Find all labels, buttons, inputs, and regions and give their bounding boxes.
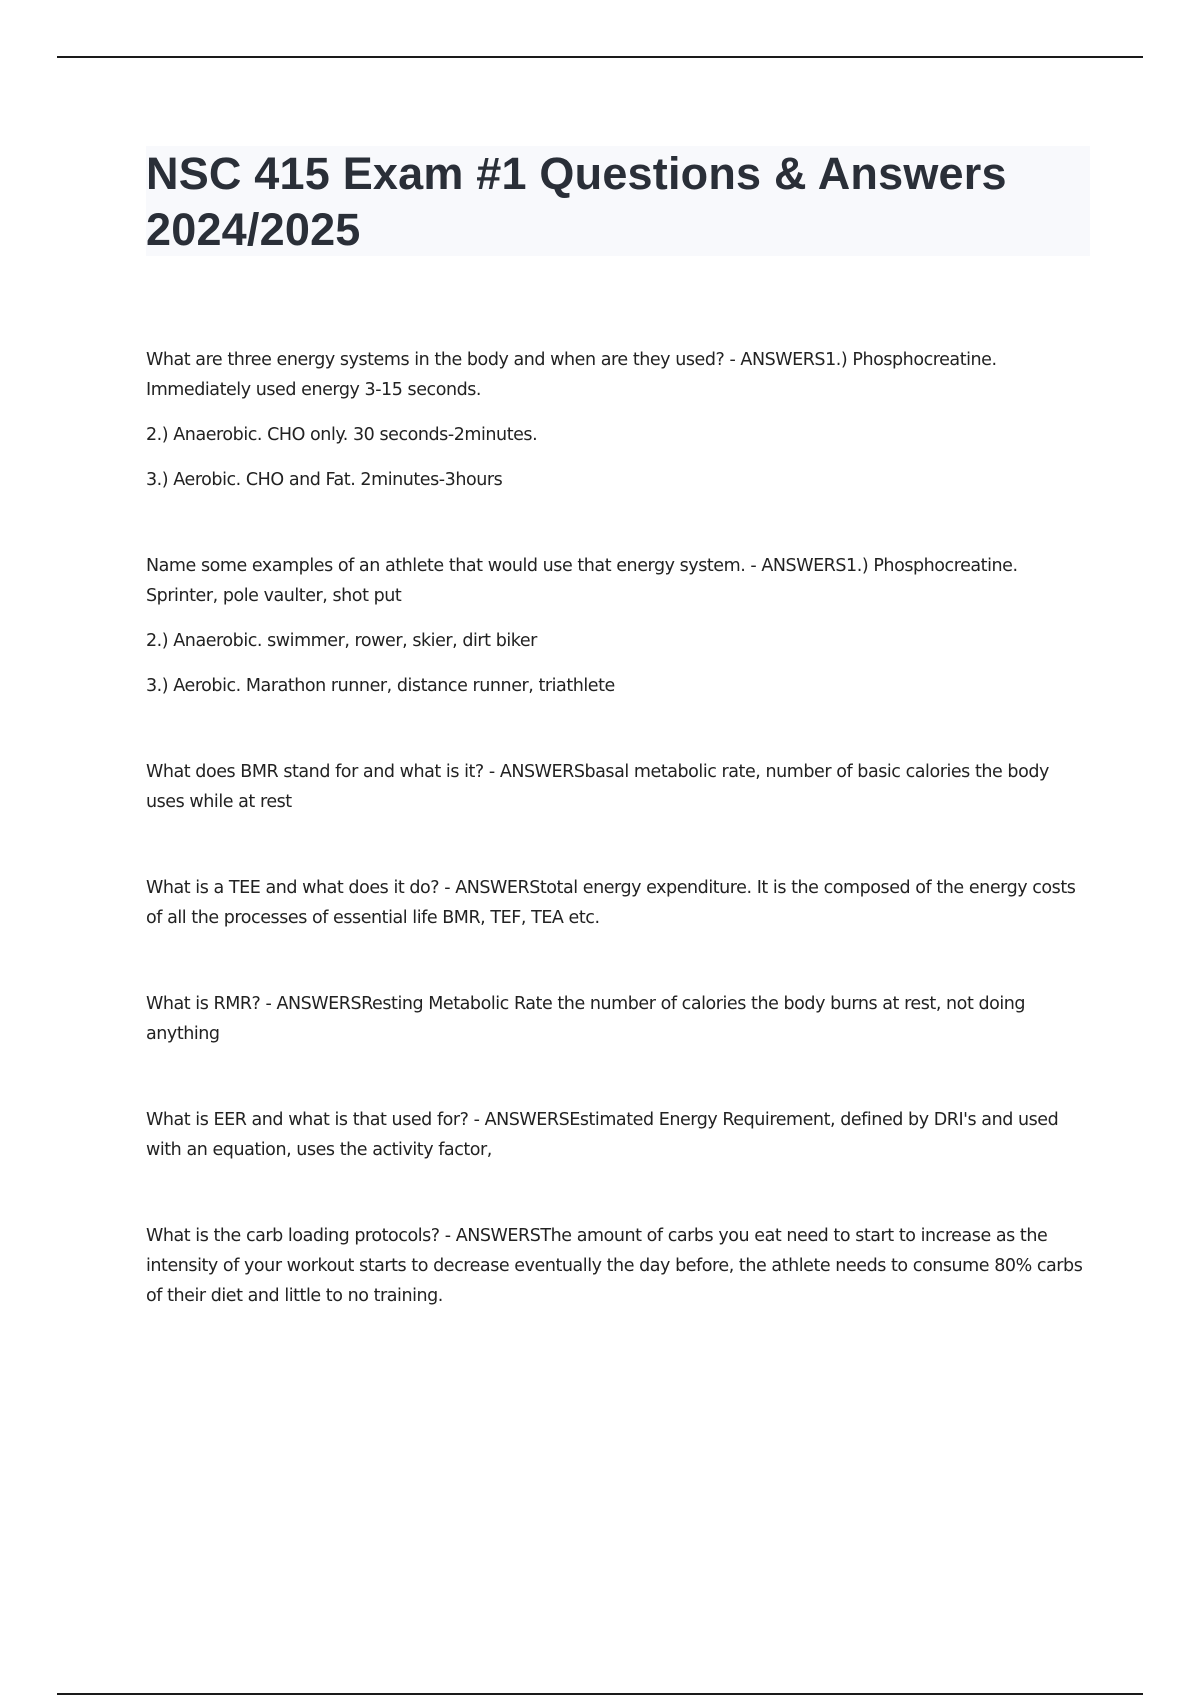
qa-entry (146, 1221, 1092, 1311)
qa-paragraph: 2.) Anaerobic. CHO only. 30 seconds-2minutes. (146, 425, 538, 445)
qa-list (146, 345, 1092, 1326)
qa-paragraph: What are three energy systems in the body and when are they used? - ANSWERS1.) Phosphocreatine. Immediately used energy 3-15 seconds. (146, 350, 997, 400)
qa-entry (146, 551, 1092, 701)
qa-entry (146, 757, 1092, 817)
qa-entry (146, 873, 1092, 933)
top-divider (57, 56, 1143, 58)
qa-paragraph: What is EER and what is that used for? - ANSWERSEstimated Energy Requirement, defined by DRI's and used with an equation, uses the activity factor, (146, 1110, 1059, 1160)
qa-paragraph: 2.) Anaerobic. swimmer, rower, skier, dirt biker (146, 631, 537, 651)
qa-paragraph: What does BMR stand for and what is it? - ANSWERSbasal metabolic rate, number of basic calories the body uses while at rest (146, 762, 1049, 812)
qa-paragraph: What is RMR? - ANSWERSResting Metabolic Rate the number of calories the body burns at rest, not doing anything (146, 994, 1026, 1044)
bottom-divider (57, 1693, 1143, 1695)
title-block (146, 146, 1090, 256)
qa-paragraph: 3.) Aerobic. Marathon runner, distance runner, triathlete (146, 676, 615, 696)
qa-entry (146, 1105, 1092, 1165)
qa-paragraph: What is the carb loading protocols? - ANSWERSThe amount of carbs you eat need to start to increase as the intensity of your workout starts to decrease eventually the day before, the athlete needs to consume 80% carbs of their diet and little to no training. (146, 1226, 1083, 1306)
qa-paragraph: What is a TEE and what does it do? - ANSWERStotal energy expenditure. It is the composed of the energy costs of all the processes of essential life BMR, TEF, TEA etc. (146, 878, 1076, 928)
qa-paragraph: 3.) Aerobic. CHO and Fat. 2minutes-3hours (146, 470, 503, 490)
qa-paragraph: Name some examples of an athlete that would use that energy system. - ANSWERS1.) Phosphocreatine. Sprinter, pole vaulter, shot put (146, 556, 1018, 606)
qa-entry (146, 989, 1092, 1049)
qa-entry (146, 345, 1092, 495)
document-title: NSC 415 Exam #1 Questions & Answers 2024/2025 (146, 148, 1007, 255)
